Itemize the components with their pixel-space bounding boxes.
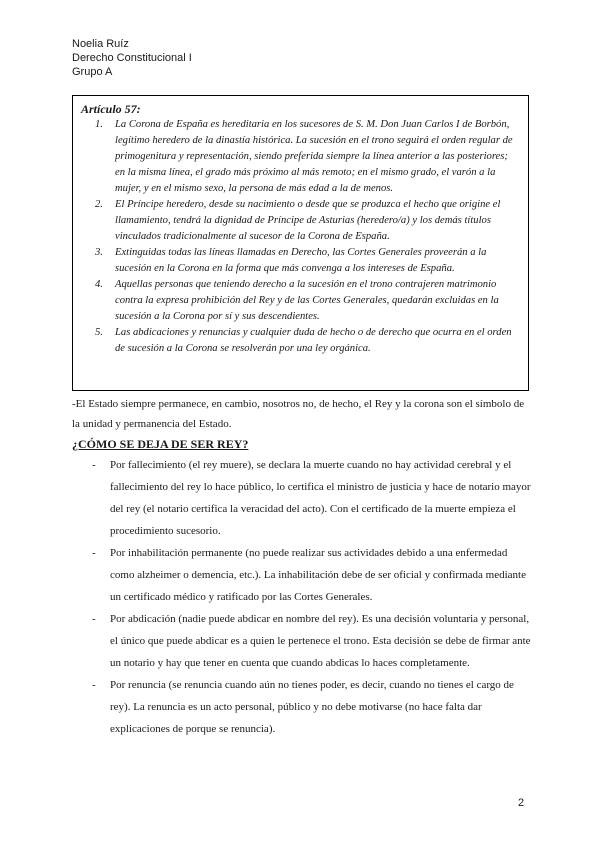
article-item: 2. El Príncipe heredero, desde su nacimiento o desde que se produzca el hecho que origine el llamamiento, tendrá la dignidad de Príncipe de Asturias (heredero/a) y los demás títulos vinculados tradicionalmente al sucesor de la Corona de España. (95, 199, 501, 242)
page-header (72, 37, 192, 79)
subject-name: Derecho Constitucional I (72, 52, 192, 64)
section-title: ¿CÓMO SE DEJA DE SER REY? (72, 437, 249, 451)
author-name: Noelia Ruíz (72, 38, 129, 50)
bullet-list (72, 454, 532, 740)
bullet-item: - Por fallecimiento (el rey muere), se declara la muerte cuando no hay actividad cerebral y el fallecimiento del rey lo hace público, lo certifica el ministro de justicia y hace de notario mayor del rey (el notario certifica la veracidad del acto). Con el certificado de la muerte empieza el procedimiento sucesorio. (92, 459, 531, 537)
body-text (72, 394, 532, 740)
article-57-box (72, 95, 529, 391)
bullet-item: - Por abdicación (nadie puede abdicar en nombre del rey). Es una decisión voluntaria y personal, el único que puede abdicar es a quien le pertenece el trono. Esta decisión se debe de firmar ante un notario y hay que tener en cuenta que cuando abdicas lo haces completamente. (92, 613, 531, 669)
bullet-item: - Por renuncia (se renuncia cuando aún no tienes poder, es decir, cuando no tienes el cargo de rey). La renuncia es un acto personal, público y no debe motivarse (no hace falta dar explicaciones de porque se renuncia). (92, 679, 514, 735)
article-item: 1. La Corona de España es hereditaria en los sucesores de S. M. Don Juan Carlos I de Borbón, legítimo heredero de la dinastía histórica. La sucesión en el trono seguirá el orden regular de primogenitura y representación, siendo preferida siempre la línea anterior a las posteriores; en la misma línea, el grado más próximo al más remoto; en el mismo grado, el varón a la mujer, y en el mismo sexo, la persona de más edad a la de menos. (95, 119, 513, 194)
article-list (81, 117, 520, 357)
article-item: 5. Las abdicaciones y renuncias y cualquier duda de hecho o de derecho que ocurra en el orden de sucesión a la Corona se resolverán por una ley orgánica. (95, 327, 512, 354)
article-item: 4. Aquellas personas que teniendo derecho a la sucesión en el trono contrajeren matrimonio contra la expresa prohibición del Rey y de las Cortes Generales, quedarán excluidas en la sucesión a la Corona por sí y sus descendientes. (95, 279, 499, 322)
bullet-item: - Por inhabilitación permanente (no puede realizar sus actividades debido a una enfermedad como alzheimer o demencia, etc.). La inhabilitación debe de ser oficial y confirmada mediante un certificado médico y ratificado por las Cortes Generales. (92, 547, 526, 603)
article-item: 3. Extinguidas todas las líneas llamadas en Derecho, las Cortes Generales proveerán a la sucesión en la Corona en la forma que más convenga a los intereses de España. (95, 247, 487, 274)
page-number: 2 (518, 797, 525, 809)
intro-paragraph: -El Estado siempre permanece, en cambio, nosotros no, de hecho, el Rey y la corona son el símbolo de la unidad y permanencia del Estado. (72, 398, 525, 430)
article-title: Artículo 57: (81, 102, 141, 116)
group-name: Grupo A (72, 66, 113, 78)
